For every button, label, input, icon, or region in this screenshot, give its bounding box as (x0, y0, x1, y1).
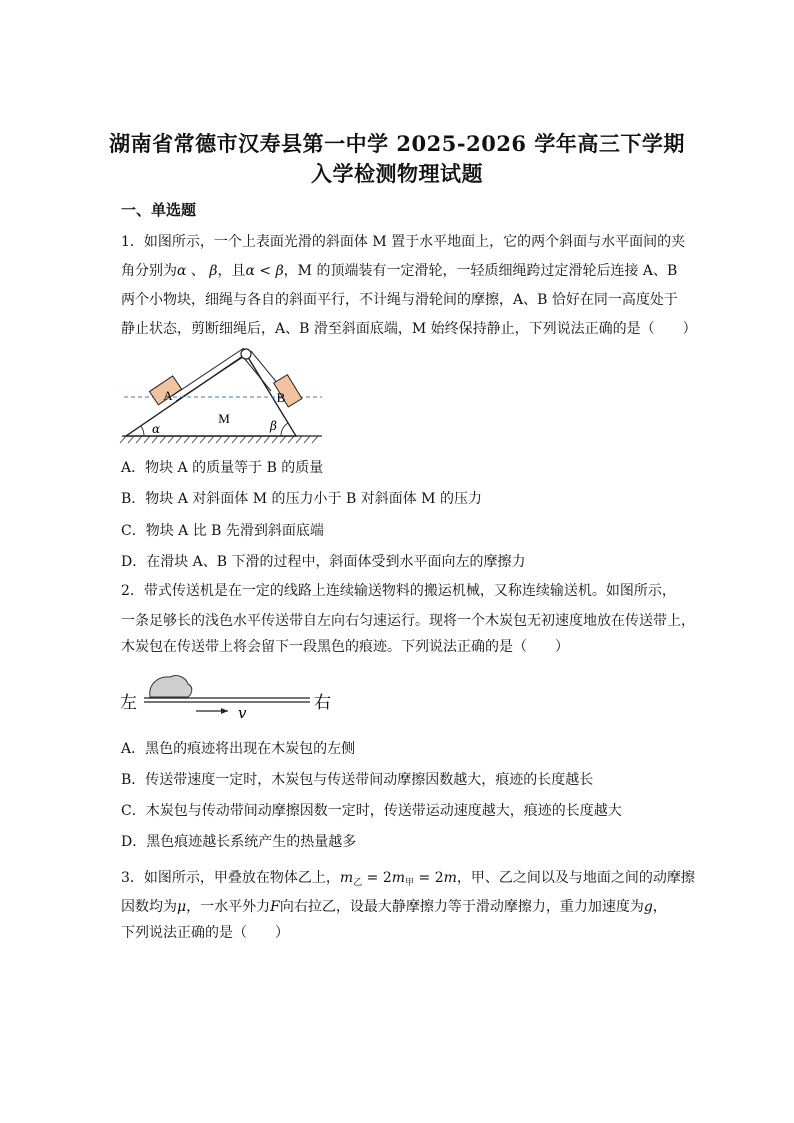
q1-lt: < (254, 263, 276, 279)
left-label: 左 (120, 693, 137, 713)
q1-line-2 (121, 262, 677, 280)
angle-beta-label: β (270, 419, 277, 433)
q1-incline-figure (118, 342, 328, 444)
q1-option-c: C．物块 A 比 B 先滑到斜面底端 (121, 523, 324, 539)
gravity-symbol: g (643, 899, 653, 915)
q1-line-3: 两个小物块，细绳与各自的斜面平行，不计绳与滑轮间的摩擦，A、B 恰好在同一高度处于 (121, 292, 678, 308)
q2-option-d: D．黑色痕迹越长系统产生的热量越多 (121, 834, 357, 850)
q3-comma: ， (652, 899, 667, 915)
mass-symbol-m: m (443, 870, 457, 886)
exam-title-line1: 湖南省常德市汉寿县第一中学 2025-2026 学年高三下学期 (109, 131, 685, 156)
q2-option-c: C．木炭包与传动带间动摩擦因数一定时，传送带运动速度越大，痕迹的长度越大 (121, 803, 622, 819)
q1-option-d: D．在滑块 A、B 下滑的过程中，斜面体受到水平面向左的摩擦力 (121, 554, 526, 570)
right-label: 右 (314, 693, 331, 713)
beta-symbol-2: β (275, 263, 284, 279)
q1-option-b: B．物块 A 对斜面体 M 的压力小于 B 对斜面体 M 的压力 (121, 491, 482, 507)
subscript-jia: 甲 (405, 878, 415, 888)
subscript-yi: 乙 (353, 878, 363, 888)
block-a-label: A (163, 388, 173, 403)
q2-line-3: 木炭包在传送带上将会留下一段黑色的痕迹。下列说法正确的是（ ） (121, 639, 569, 655)
q3-line2-start: 因数均为 (121, 899, 177, 915)
q3-line-3: 下列说法正确的是（ ） (121, 925, 289, 941)
charcoal-bag (150, 676, 192, 697)
mass-symbol-jia: m (391, 870, 406, 886)
q1-line-4: 静止状态，剪断细绳后，A、B 滑至斜面底端，M 始终保持静止，下列说法正确的是（ ） (121, 321, 697, 337)
q2-option-b: B．传送带速度一定时，木炭包与传送带间动摩擦因数越大，痕迹的长度越长 (121, 772, 594, 788)
q3-eq-2: = 2 (414, 870, 444, 886)
q3-line2-mid: ，一水平外力 (186, 899, 271, 915)
alpha-symbol-2: α (245, 263, 255, 279)
q3-line1-end: ，甲、乙之间以及与地面之间的动摩擦 (456, 870, 695, 886)
section-heading: 一、单选题 (121, 201, 197, 219)
alpha-symbol: α (177, 263, 187, 279)
q1-line2-text: 角分别为 (121, 263, 177, 279)
q1-line2-tail: ，M 的顶端装有一定滑轮，一轻质细绳跨过定滑轮后连接 A、B (283, 263, 678, 279)
q2-option-a: A．黑色的痕迹将出现在木炭包的左侧 (121, 741, 356, 757)
q3-eq-1: = 2 (362, 870, 392, 886)
velocity-label: v (238, 704, 247, 722)
q1-line2-and: ，且 (217, 263, 246, 279)
angle-alpha-label: α (152, 422, 161, 436)
beta-symbol: β (209, 263, 218, 279)
block-b-label: B (276, 390, 286, 405)
force-symbol: F (270, 899, 280, 915)
incline-label-m: M (218, 411, 230, 426)
mass-symbol-yi: m (339, 870, 354, 886)
q2-conveyor-figure (118, 672, 338, 724)
exam-title-line2: 入学检测物理试题 (311, 161, 483, 186)
q1-sep: 、 (186, 263, 210, 279)
q2-line-2: 一条足够长的浅色水平传送带自左向右匀速运行。现将一个木炭包无初速度地放在传送带上， (121, 613, 695, 629)
q3-line1-start: 3．如图所示，甲叠放在物体乙上， (121, 870, 340, 886)
q3-line2-end: 向右拉乙，设最大静摩擦力等于滑动摩擦力，重力加速度为 (279, 899, 644, 915)
q3-line-1 (121, 869, 695, 892)
q2-line-1: 2．带式传送机是在一定的线路上连续输送物料的搬运机械，又称连续输送机。如图所示， (121, 583, 676, 599)
q1-option-a: A．物块 A 的质量等于 B 的质量 (121, 460, 324, 476)
q3-line-2 (121, 898, 667, 916)
mu-symbol: μ (177, 899, 187, 915)
q1-line-1: 1．如图所示，一个上表面光滑的斜面体 M 置于水平地面上，它的两个斜面与水平面间的夹 (121, 234, 686, 250)
